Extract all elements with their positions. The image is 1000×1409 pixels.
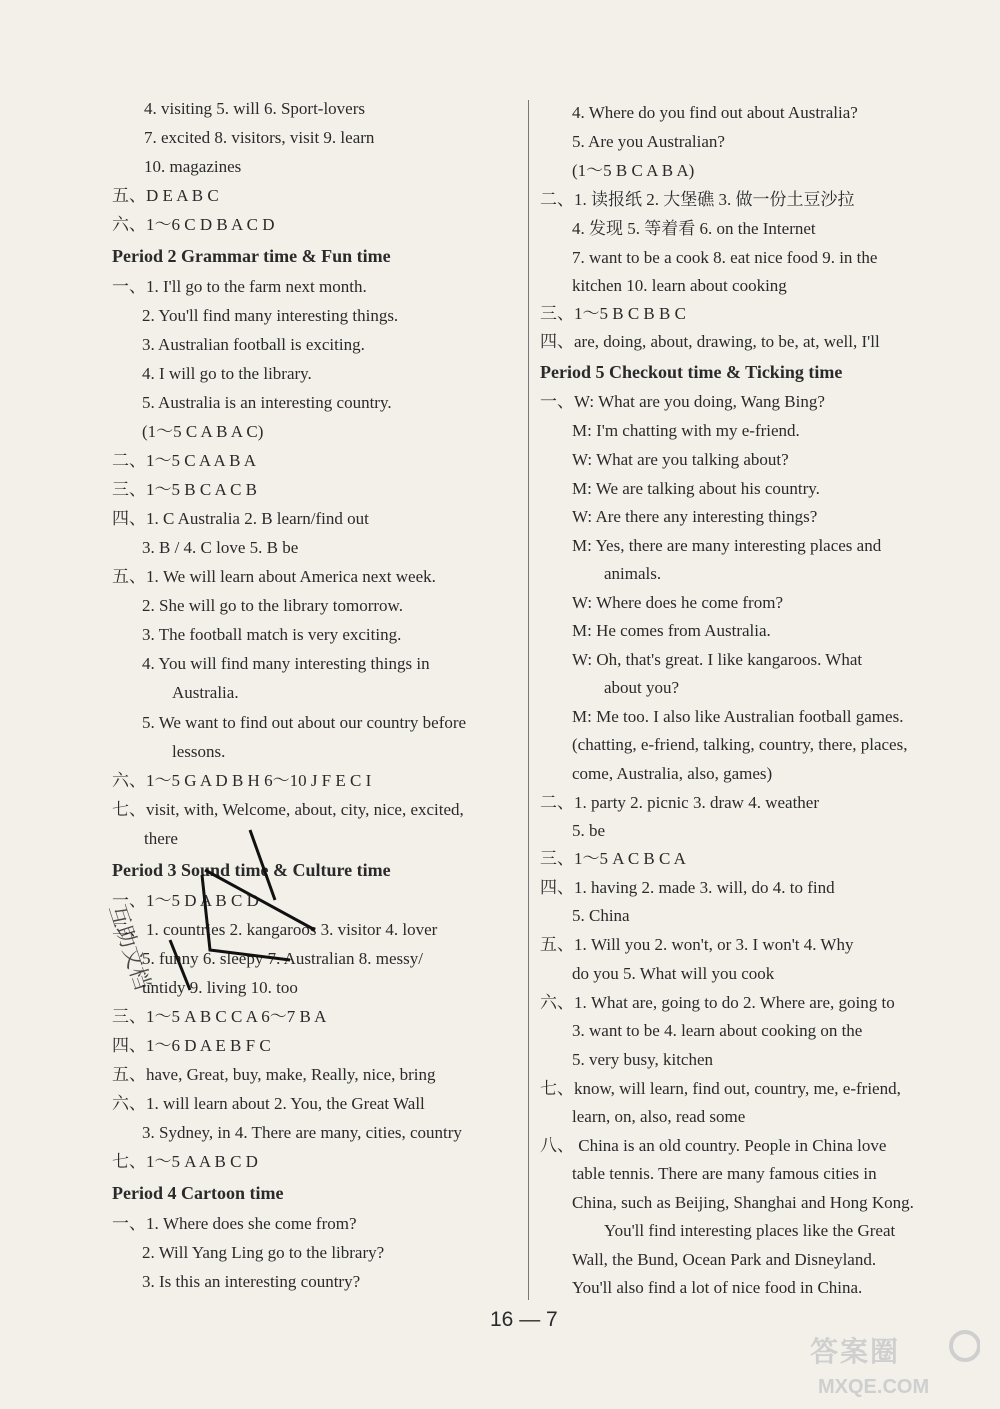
text-line: 一、1～5 D A B C D xyxy=(112,891,259,910)
text-line: 5. funny 6. sleepy 7. Australian 8. messy/ xyxy=(142,949,423,968)
text-line: 六、1. What are, going to do 2. Where are, going to xyxy=(540,993,895,1012)
text-line: 六、1～5 G A D B H 6～10 J F E C I xyxy=(112,771,372,790)
text-line: 3. The football match is very exciting. xyxy=(142,625,402,644)
column-divider xyxy=(528,100,529,1300)
text-line: 五、D E A B C xyxy=(112,186,219,205)
stamp-text: 互助文档 xyxy=(103,901,155,993)
text-line: there xyxy=(144,829,178,848)
text-line: (1～5 B C A B A) xyxy=(572,161,695,180)
text-line: 一、W: What are you doing, Wang Bing? xyxy=(540,392,825,411)
text-line: 二、1. countries 2. kangaroos 3. visitor 4. lover xyxy=(112,920,438,939)
text-line: (chatting, e-friend, talking, country, there, places, xyxy=(572,735,908,754)
text-line: 4. 发现 5. 等着看 6. on the Internet xyxy=(572,219,816,238)
text-line: 三、1～5 B C B B C xyxy=(540,304,686,323)
text-line: 4. visiting 5. will 6. Sport-lovers xyxy=(144,99,365,118)
text-line: 5. very busy, kitchen xyxy=(572,1050,714,1069)
text-line: 七、visit, with, Welcome, about, city, nice, excited, xyxy=(112,800,464,819)
text-line: (1～5 C A B A C) xyxy=(142,422,264,441)
text-line: 7. want to be a cook 8. eat nice food 9. in the xyxy=(572,248,878,267)
text-line: 四、1. C Australia 2. B learn/find out xyxy=(112,509,369,528)
text-line: 四、are, doing, about, drawing, to be, at, well, I'll xyxy=(540,332,880,351)
text-line: about you? xyxy=(604,678,680,697)
text-line: 二、1. party 2. picnic 3. draw 4. weather xyxy=(540,793,819,812)
text-line: M: I'm chatting with my e-friend. xyxy=(572,421,800,440)
text-line: 2. She will go to the library tomorrow. xyxy=(142,596,403,615)
text-line: China, such as Beijing, Shanghai and Hong Kong. xyxy=(572,1193,914,1212)
text-line: M: He comes from Australia. xyxy=(572,621,771,640)
text-line: kitchen 10. learn about cooking xyxy=(572,276,787,295)
text-line: 3. Is this an interesting country? xyxy=(142,1272,361,1291)
text-line: 四、1～6 D A E B F C xyxy=(112,1036,271,1055)
section-heading: Period 3 Sound time & Culture time xyxy=(112,860,391,880)
text-line: 五、1. We will learn about America next week. xyxy=(112,567,436,586)
text-line: 3. Australian football is exciting. xyxy=(142,335,365,354)
text-line: 五、have, Great, buy, make, Really, nice, bring xyxy=(112,1065,436,1084)
text-line: You'll find interesting places like the Great xyxy=(604,1221,896,1240)
text-line: 三、1～5 A C B C A xyxy=(540,849,686,868)
text-line: You'll also find a lot of nice food in China. xyxy=(572,1278,863,1297)
text-line: 3. want to be 4. learn about cooking on the xyxy=(572,1021,863,1040)
section-heading: Period 2 Grammar time & Fun time xyxy=(112,246,391,266)
text-line: 八、 China is an old country. People in China love xyxy=(540,1136,887,1155)
text-line: 4. Where do you find out about Australia? xyxy=(572,103,858,122)
text-line: 一、1. Where does she come from? xyxy=(112,1214,357,1233)
text-line: W: What are you talking about? xyxy=(572,450,789,469)
text-line: 5. Australia is an interesting country. xyxy=(142,393,392,412)
text-line: 7. excited 8. visitors, visit 9. learn xyxy=(144,128,375,147)
text-line: 二、1～5 C A A B A xyxy=(112,451,257,470)
watermark-url: MXQE.COM xyxy=(818,1376,930,1398)
text-line: animals. xyxy=(604,564,662,583)
text-line: 4. I will go to the library. xyxy=(142,364,312,383)
text-line: untidy 9. living 10. too xyxy=(142,978,298,997)
text-line: W: Where does he come from? xyxy=(572,593,783,612)
text-line: W: Are there any interesting things? xyxy=(572,507,818,526)
text-line: 四、1. having 2. made 3. will, do 4. to find xyxy=(540,878,835,897)
text-line: M: We are talking about his country. xyxy=(572,479,820,498)
text-line: 3. B / 4. C love 5. B be xyxy=(142,538,299,557)
text-line: 一、1. I'll go to the farm next month. xyxy=(112,277,367,296)
text-line: lessons. xyxy=(172,742,226,761)
text-line: 5. be xyxy=(572,821,606,840)
text-line: 10. magazines xyxy=(144,157,242,176)
text-line: do you 5. What will you cook xyxy=(572,964,775,983)
section-heading: Period 4 Cartoon time xyxy=(112,1183,284,1203)
text-line: 五、1. Will you 2. won't, or 3. I won't 4. Why xyxy=(540,935,854,954)
text-line: 5. China xyxy=(572,906,630,925)
text-line: 5. We want to find out about our country before xyxy=(142,713,467,732)
text-line: 七、know, will learn, find out, country, me, e-friend, xyxy=(540,1079,901,1098)
text-line: 三、1～5 A B C C A 6～7 B A xyxy=(112,1007,327,1026)
text-line: 4. You will find many interesting things in xyxy=(142,654,430,673)
text-line: 三、1～5 B C A C B xyxy=(112,480,258,499)
text-line: 5. Are you Australian? xyxy=(572,132,725,151)
text-line: M: Yes, there are many interesting places and xyxy=(572,536,882,555)
text-line: 3. Sydney, in 4. There are many, cities, country xyxy=(142,1123,462,1142)
text-line: 六、1. will learn about 2. You, the Great Wall xyxy=(112,1094,425,1113)
text-line: 2. Will Yang Ling go to the library? xyxy=(142,1243,385,1262)
text-line: come, Australia, also, games) xyxy=(572,764,773,783)
text-line: table tennis. There are many famous cities in xyxy=(572,1164,877,1183)
watermark-text: 答案圈 xyxy=(810,1335,901,1368)
text-line: W: Oh, that's great. I like kangaroos. What xyxy=(572,650,863,669)
text-line: M: Me too. I also like Australian football games. xyxy=(572,707,904,726)
text-line: Wall, the Bund, Ocean Park and Disneyland. xyxy=(572,1250,877,1269)
section-heading: Period 5 Checkout time & Ticking time xyxy=(540,362,843,382)
text-line: learn, on, also, read some xyxy=(572,1107,746,1126)
text-line: 二、1. 读报纸 2. 大堡礁 3. 做一份土豆沙拉 xyxy=(540,190,855,209)
text-line: 七、1～5 A A B C D xyxy=(112,1152,258,1171)
text-line: Australia. xyxy=(172,683,239,702)
text-line: 六、1～6 C D B A C D xyxy=(112,215,275,234)
page-number: 16 — 7 xyxy=(490,1308,558,1331)
text-line: 2. You'll find many interesting things. xyxy=(142,306,399,325)
